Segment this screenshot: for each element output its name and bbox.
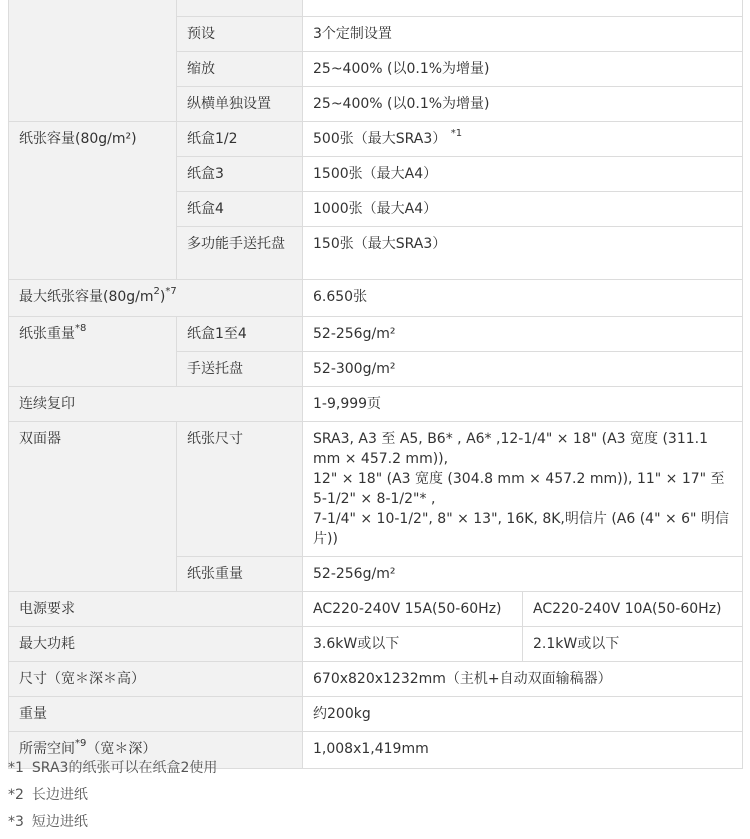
value-text: 500张（最大SRA3） <box>313 131 447 147</box>
value-cell: 25~400% (以0.1%为增量) <box>303 52 743 87</box>
value-cell: 150张（最大SRA3） <box>303 227 743 280</box>
value-cell: 52-256g/m² <box>303 557 743 592</box>
footnote <box>8 812 742 839</box>
category-cell: 纸张容量(80g/m²) <box>9 122 177 280</box>
table-row <box>9 0 743 17</box>
footnote-ref: *7 <box>165 286 177 298</box>
superscript: 2 <box>153 286 160 298</box>
subcategory-cell: 纸盒3 <box>177 157 303 192</box>
footnote-mark: *3 <box>8 814 24 830</box>
value-cell <box>303 422 743 557</box>
footnote-ref: *9 <box>75 738 87 750</box>
category-cell: 双面器 <box>9 422 177 592</box>
subcategory-cell: 纸张尺寸 <box>177 422 303 557</box>
table-row <box>9 422 743 557</box>
subcategory-cell: 纸盒4 <box>177 192 303 227</box>
footnote <box>8 758 742 785</box>
value-cell: 1500张（最大A4） <box>303 157 743 192</box>
value-cell <box>303 0 743 17</box>
table-row <box>9 317 743 352</box>
value-cell: 670x820x1232mm（主机+自动双面输稿器） <box>303 662 743 697</box>
footnote <box>8 785 742 812</box>
value-cell: 52-300g/m² <box>303 352 743 387</box>
value-line: 12" × 18" (A3 宽度 (304.8 mm × 457.2 mm)), 11" × 17" 至 5-1/2" × 8-1/2"* , <box>313 471 725 507</box>
subcategory-cell: 纸张重量 <box>177 557 303 592</box>
category-text: 最大纸张容量(80g/m <box>19 289 154 305</box>
subcategory-cell: 缩放 <box>177 52 303 87</box>
subcategory-cell: 手送托盘 <box>177 352 303 387</box>
value-cell: 2.1kW或以下 <box>523 627 743 662</box>
footnote-text: 长边进纸 <box>31 787 88 803</box>
subcategory-cell: 纸盒1/2 <box>177 122 303 157</box>
value-cell: 1000张（最大A4） <box>303 192 743 227</box>
table-row <box>9 697 743 732</box>
value-cell: 1,008x1,419mm <box>303 732 743 769</box>
category-cell: 尺寸（宽＊深＊高） <box>9 662 303 697</box>
category-text: 所需空间 <box>19 741 75 757</box>
value-cell: 1-9,999页 <box>303 387 743 422</box>
category-text-tail: （宽＊深） <box>86 741 157 757</box>
footnote-mark: *2 <box>8 787 24 803</box>
value-cell: AC220-240V 10A(50-60Hz) <box>523 592 743 627</box>
table-row <box>9 662 743 697</box>
value-cell: 约200kg <box>303 697 743 732</box>
value-cell: 6.650张 <box>303 280 743 317</box>
subcategory-cell <box>177 0 303 17</box>
subcategory-cell: 纵横单独设置 <box>177 87 303 122</box>
category-cell: 重量 <box>9 697 303 732</box>
subcategory-cell: 预设 <box>177 17 303 52</box>
category-cell <box>9 0 177 122</box>
footnote-ref: *1 <box>450 128 463 140</box>
category-cell <box>9 317 177 387</box>
footnote-ref: *8 <box>75 323 87 335</box>
footnote-text: 短边进纸 <box>31 814 88 830</box>
value-line: SRA3, A3 至 A5, B6* , A6* ,12-1/4" × 18" (A3 宽度 (311.1 mm × 457.2 mm)), <box>313 431 709 467</box>
category-text: 纸张重量 <box>19 326 75 342</box>
category-cell: 电源要求 <box>9 592 303 627</box>
subcategory-cell: 纸盒1至4 <box>177 317 303 352</box>
value-cell: 25~400% (以0.1%为增量) <box>303 87 743 122</box>
spec-table <box>8 0 743 769</box>
category-cell <box>9 280 303 317</box>
value-cell: 3个定制设置 <box>303 17 743 52</box>
footnote-text: SRA3的纸张可以在纸盒2使用 <box>31 760 218 776</box>
category-cell: 连续复印 <box>9 387 303 422</box>
value-cell <box>303 122 743 157</box>
footnote-mark: *1 <box>8 760 24 776</box>
table-row <box>9 627 743 662</box>
table-row <box>9 280 743 317</box>
value-cell: 3.6kW或以下 <box>303 627 523 662</box>
value-cell: 52-256g/m² <box>303 317 743 352</box>
footnote-list <box>8 758 742 839</box>
table-row <box>9 122 743 157</box>
subcategory-cell: 多功能手送托盘 <box>177 227 303 280</box>
category-text-tail: ) <box>159 289 166 305</box>
table-row <box>9 387 743 422</box>
value-line: 7-1/4" × 10-1/2", 8" × 13", 16K, 8K,明信片 (A6 (4" × 6" 明信片)) <box>313 511 729 547</box>
table-row <box>9 592 743 627</box>
category-cell: 最大功耗 <box>9 627 303 662</box>
value-cell: AC220-240V 15A(50-60Hz) <box>303 592 523 627</box>
